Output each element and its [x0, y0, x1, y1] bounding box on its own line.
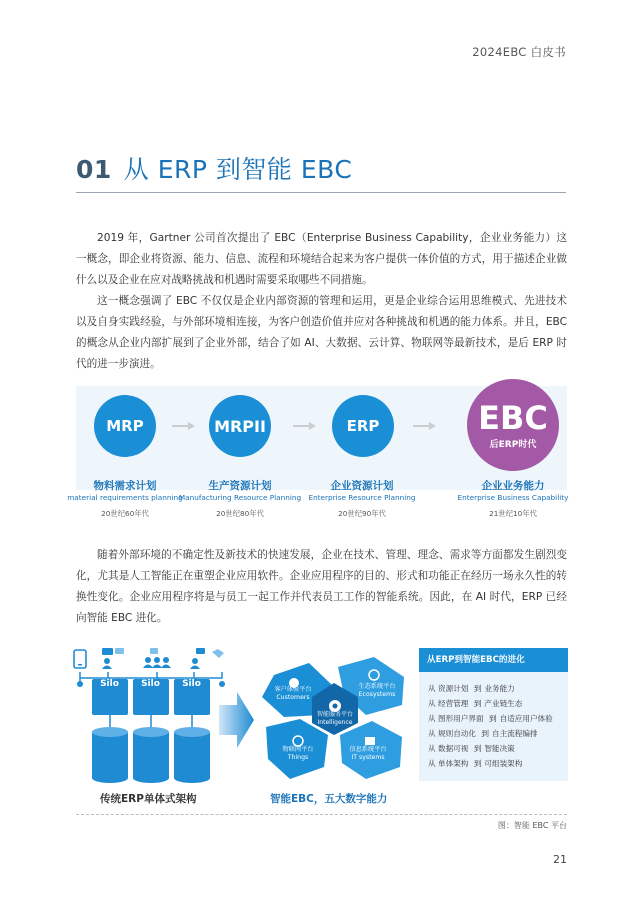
- section-title-text: 从 ERP 到智能 EBC: [123, 155, 353, 184]
- to-word: 到: [473, 684, 482, 693]
- to-value: 业务能力: [484, 684, 515, 693]
- right-diagram-caption: 智能EBC，五大数字能力: [270, 793, 388, 805]
- from-value: 规则自动化: [438, 729, 476, 738]
- server-icon: [365, 737, 375, 745]
- silo-label: Silo: [141, 679, 160, 689]
- platform-cn: 信息系统平台: [349, 746, 387, 753]
- stage-cn-label: 生产资源计划: [208, 480, 272, 492]
- stage-label-ebc: [443, 478, 583, 519]
- from-value: 资源计划: [438, 684, 469, 693]
- platform-en: Intelligence: [317, 719, 353, 726]
- platform-cn: 客户体验平台: [274, 686, 312, 693]
- stage-circle-mrp: [94, 395, 156, 457]
- section-number: 01: [76, 155, 112, 184]
- stage-circle-label: ERP: [346, 417, 380, 435]
- stage-era-label: 20世纪60年代: [101, 509, 149, 518]
- stage-label-mrpii: [170, 478, 310, 519]
- silo-label: Silo: [100, 679, 119, 689]
- from-word: 从: [428, 729, 436, 738]
- stage-en-label: Enterprise Resource Planning: [308, 493, 416, 502]
- stage-circle-erp: [332, 395, 394, 457]
- platform-en: Things: [287, 754, 309, 761]
- evolution-item: [428, 713, 553, 724]
- evolution-box-title: 从ERP到智能EBC的进化: [419, 648, 568, 672]
- to-word: 到: [481, 729, 489, 738]
- platform-en: Ecosystems: [358, 691, 396, 698]
- stage-cn-label: 企业业务能力: [481, 480, 545, 492]
- stage-en-label: Enterprise Business Capability: [457, 493, 569, 502]
- arrow-right-icon: [293, 421, 317, 431]
- stage-cn-label: 物料需求计划: [93, 480, 157, 492]
- stage-era-label: 21世纪10年代: [489, 509, 537, 518]
- evolution-item: [428, 728, 538, 739]
- to-value: 可组装架构: [484, 759, 523, 768]
- figure-divider: [76, 814, 567, 815]
- platform-things: [268, 746, 328, 762]
- database-icon: [92, 727, 210, 783]
- platform-en: IT systems: [351, 754, 385, 761]
- silo-label: Silo: [182, 679, 201, 689]
- paragraph-2: 这一概念强调了 EBC 不仅仅是企业内部资源的管理和运用，更是企业综合运用思维模式、先进技术以及自身实践经验，与外部环境相连接，为客户创造价值并应对各种挑战和机遇的能力体系。并且，EBC 的概念从企业内部扩展到了企业外部，结合了如 AI、大数据、云计算、物联网等最新技术，是后 ERP 时代的进一步演进。: [76, 295, 567, 370]
- stage-circle-label: EBC: [478, 398, 548, 437]
- from-word: 从: [428, 759, 436, 768]
- left-diagram-caption: 传统ERP单体式架构: [100, 793, 197, 805]
- stage-label-erp: [292, 478, 432, 519]
- evolution-item: [428, 683, 515, 694]
- stage-en-label: Manufacturing Resource Planning: [178, 493, 302, 502]
- to-value: 智能决策: [484, 744, 515, 753]
- platform-cn: 智能服务平台: [316, 711, 353, 718]
- stage-circle-mrpii: [209, 395, 271, 457]
- from-word: 从: [428, 744, 436, 753]
- paragraph-1: 2019 年，Gartner 公司首次提出了 EBC（Enterprise Business Capability，企业业务能力）这一概念，即企业将资源、能力、信息、流程和环境结合起来为客户提供一体价值的方式，用于描述企业做什么以及企业在应对战略挑战和机遇时需要采取哪些不同措施。: [76, 232, 567, 286]
- stage-en-label: material requirements planning: [67, 493, 183, 502]
- traditional-erp-diagram: [72, 648, 242, 788]
- chat-people-icon: [102, 648, 124, 669]
- stage-era-label: 20世纪80年代: [216, 509, 264, 518]
- stage-cn-label: 企业资源计划: [330, 480, 394, 492]
- from-value: 图形用户界面: [438, 714, 484, 723]
- stage-circle-ebc: [467, 379, 559, 471]
- header-title: 2024EBC 白皮书: [472, 45, 566, 59]
- from-value: 数据可视: [438, 744, 469, 753]
- section-divider: [76, 192, 566, 193]
- arrow-right-icon: [172, 421, 196, 431]
- arrow-right-icon: [413, 421, 437, 431]
- section-title: [76, 150, 352, 186]
- stage-era-label: 20世纪90年代: [338, 509, 386, 518]
- from-word: 从: [428, 684, 436, 693]
- to-word: 到: [473, 699, 482, 708]
- partners-icon: [190, 648, 224, 669]
- evolution-item: [428, 758, 522, 769]
- from-value: 单体架构: [438, 759, 469, 768]
- stage-circle-label: MRPII: [214, 416, 266, 436]
- figure-caption: 图：智能 EBC 平台: [497, 821, 567, 830]
- platform-intelligence: [305, 711, 365, 727]
- stage-circle-sublabel: 后ERP时代: [489, 439, 537, 450]
- paragraph-3: 随着外部环境的不确定性及新技术的快速发展，企业在技术、管理、理念、需求等方面都发生剧烈变化，尤其是人工智能正在重塑企业应用软件。企业应用程序的目的、形式和功能正在经历一场永久性的转换性变化。企业应用程序将是与员工一起工作并代表员工工作的智能系统。因此，在 AI 时代，ERP 已经向智能 EBC 进化。: [76, 549, 567, 624]
- page-number: 21: [553, 853, 567, 866]
- arrow-right-icon: [219, 690, 255, 750]
- group-people-icon: [143, 648, 171, 668]
- to-value: 自适应用户体验: [499, 714, 553, 723]
- platform-cn: 物联网平台: [282, 746, 314, 753]
- to-value: 自主流程编排: [492, 729, 538, 738]
- to-word: 到: [473, 759, 482, 768]
- platform-ecosystems: [346, 683, 408, 699]
- stage-circle-label: MRP: [106, 417, 144, 435]
- platform-customers: [263, 686, 323, 702]
- to-value: 产业链生态: [484, 699, 523, 708]
- evolution-item: [428, 698, 522, 709]
- platform-en: Customers: [276, 694, 310, 701]
- evolution-item: [428, 743, 515, 754]
- to-word: 到: [489, 714, 497, 723]
- from-word: 从: [428, 699, 436, 708]
- platform-cn: 生态系统平台: [358, 683, 396, 690]
- to-word: 到: [473, 744, 482, 753]
- from-value: 经营管理: [438, 699, 469, 708]
- from-word: 从: [428, 714, 436, 723]
- platform-it-systems: [336, 746, 400, 762]
